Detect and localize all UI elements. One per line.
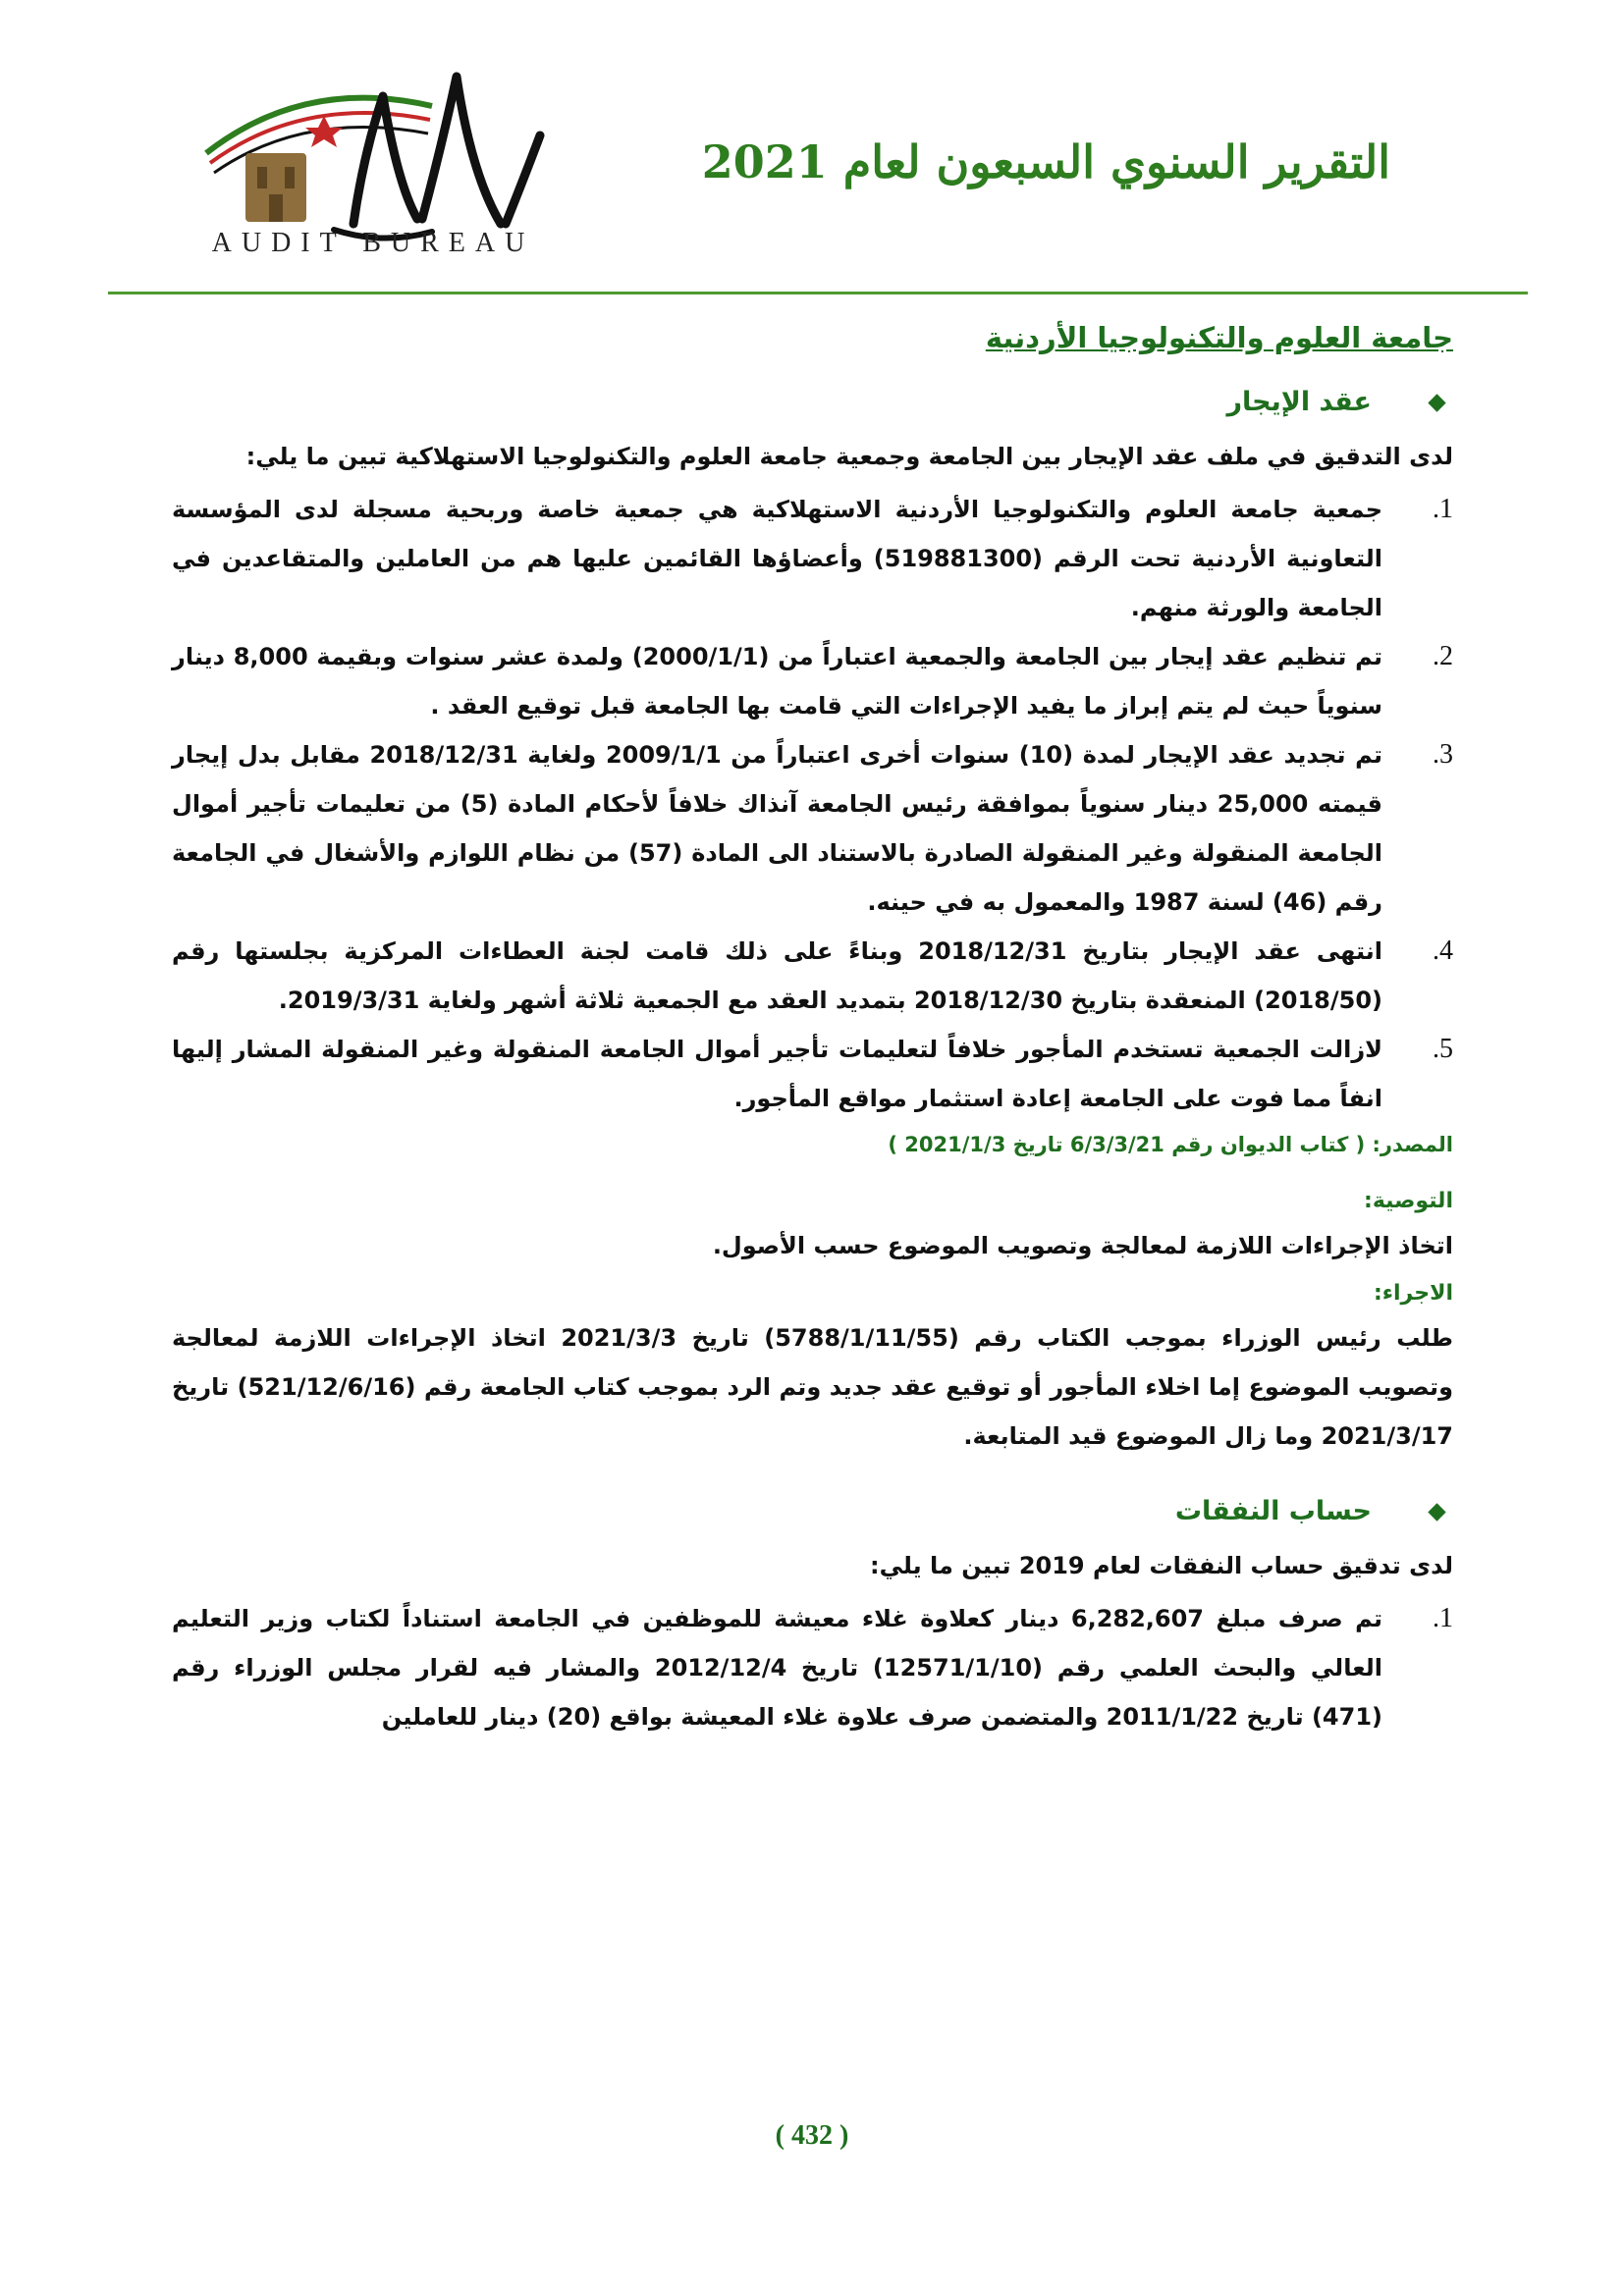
expenses-heading-text: حساب النفقات bbox=[1174, 1496, 1372, 1526]
list-item bbox=[172, 927, 1453, 1025]
list-item bbox=[172, 1025, 1453, 1123]
item-text: جمعية جامعة العلوم والتكنولوجيا الأردنية الاستهلاكية هي جمعية خاصة وربحية مسجلة لدى المؤسسة التعاونية الأردنية تحت الرقم (519881300) وأعضاؤها القائمين عليها هم من العاملين والمتقاعدين في الجامعة والورثة منهم. bbox=[172, 496, 1382, 621]
expenses-heading bbox=[172, 1488, 1453, 1535]
page-number: ( 432 ) bbox=[775, 2120, 849, 2151]
item-number: 4. bbox=[1433, 935, 1453, 966]
recommendation-text: اتخاذ الإجراءات اللازمة لمعالجة وتصويب الموضوع حسب الأصول. bbox=[712, 1232, 1453, 1259]
list-item bbox=[172, 730, 1453, 927]
page-header bbox=[0, 0, 1624, 294]
page-content bbox=[172, 312, 1453, 1741]
item-text: تم صرف مبلغ 6,282,607 دينار كعلاوة غلاء معيشة للموظفين في الجامعة استناداً لكتاب وزير التعليم العالي والبحث العلمي رقم (12571/1/10) تاريخ 2012/12/4 والمشار فيه لقرار مجلس الوزراء رقم (471) تاريخ 2011/1/22 والمتضمن صرف علاوة غلاء المعيشة بواقع (20) دينار للعاملين bbox=[172, 1605, 1382, 1731]
header-divider bbox=[108, 292, 1528, 294]
item-number: 3. bbox=[1433, 739, 1453, 770]
item-text: انتهى عقد الإيجار بتاريخ 2018/12/31 وبناءً على ذلك قامت لجنة العطاءات المركزية بجلستها رقم (2018/50) المنعقدة بتاريخ 2018/12/30 بتمديد العقد مع الجمعية ثلاثة أشهر ولغاية 2019/3/31. bbox=[172, 937, 1383, 1014]
item-text: تم تجديد عقد الإيجار لمدة (10) سنوات أخرى اعتباراً من 2009/1/1 ولغاية 2018/12/31 مقابل بدل إيجار قيمته 25,000 دينار سنوياً بموافقة رئيس الجامعة آنذاك خلافاً لأحكام المادة (5) من تعليمات تأجير أموال الجامعة المنقولة وغير المنقولة الصادرة بالاستناد الى المادة (57) من نظام اللوازم والأشغال في الجامعة رقم (46) لسنة 1987 والمعمول به في حينه. bbox=[172, 741, 1383, 916]
diamond-bullet-icon bbox=[1428, 1503, 1445, 1521]
list-item bbox=[172, 632, 1453, 730]
item-text: تم تنظيم عقد إيجار بين الجامعة والجمعية اعتباراً من (2000/1/1) ولمدة عشر سنوات وبقيمة 8,000 دينار سنوياً حيث لم يتم إبراز ما يفيد الإجراءات التي قامت بها الجامعة قبل توقيع العقد . bbox=[172, 643, 1383, 720]
recommendation-label: التوصية: bbox=[1364, 1189, 1453, 1213]
list-item bbox=[172, 1594, 1453, 1741]
action-text: طلب رئيس الوزراء بموجب الكتاب رقم (5788/1/11/55) تاريخ 2021/3/3 اتخاذ الإجراءات اللازمة لمعالجة وتصويب الموضوع إما اخلاء المأجور أو توقيع عقد جديد وتم الرد بموجب كتاب الجامعة رقم (521/12/6/16) تاريخ 2021/3/17 وما زال الموضوع قيد المتابعة. bbox=[172, 1324, 1453, 1450]
section-title: جامعة العلوم والتكنولوجيا الأردنية bbox=[985, 321, 1453, 354]
action-label: الاجراء: bbox=[1373, 1281, 1453, 1306]
item-text: لازالت الجمعية تستخدم المأجور خلافاً لتعليمات تأجير أموال الجامعة المنقولة وغير المنقولة المشار إليها انفاً مما فوت على الجامعة إعادة استثمار مواقع المأجور. bbox=[172, 1036, 1382, 1112]
logo-caption: AUDIT BUREAU bbox=[211, 228, 535, 258]
list-item bbox=[172, 485, 1453, 632]
item-number: 1. bbox=[1433, 1603, 1453, 1633]
item-number: 2. bbox=[1433, 641, 1453, 671]
lease-heading-text: عقد الإيجار bbox=[1226, 387, 1372, 417]
lease-intro: لدى التدقيق في ملف عقد الإيجار بين الجامعة وجمعية جامعة العلوم والتكنولوجيا الاستهلاكية تبين ما يلي: bbox=[245, 443, 1453, 470]
item-number: 5. bbox=[1433, 1034, 1453, 1064]
report-title: التقرير السنوي السبعون لعام 2021 bbox=[701, 135, 1390, 188]
logo-text: ديوان المحاسبة bbox=[187, 23, 287, 41]
expenses-intro: لدى تدقيق حساب النفقات لعام 2019 تبين ما يلي: bbox=[869, 1552, 1453, 1579]
item-number: 1. bbox=[1433, 494, 1453, 524]
expenses-findings-list bbox=[172, 1594, 1453, 1741]
lease-findings-list bbox=[172, 485, 1453, 1123]
diamond-bullet-icon bbox=[1428, 394, 1445, 411]
lease-heading bbox=[172, 379, 1453, 426]
source-citation: المصدر: ( كتاب الديوان رقم 6/3/3/21 تاريخ 2021/1/3 ) bbox=[888, 1133, 1453, 1156]
